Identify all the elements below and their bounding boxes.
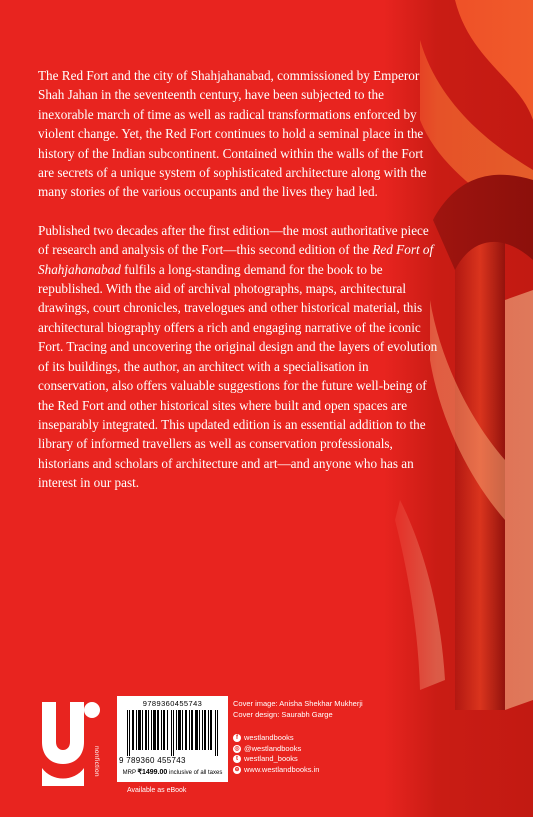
web-icon: ⊕	[234, 766, 240, 773]
instagram-icon: ◎	[234, 745, 240, 752]
blurb-paragraph-1: The Red Fort and the city of Shahjahanabad, commissioned by Emperor Shah Jahan in the seventeenth century, have been subjected to the inexorable march of time as well as radical transformations enforced by violent change. Yet, the Red Fort continues to hold a seminal place in the history of the Indian subcontinent. Contained within the walls of the Fort are secrets of a unique system of sophisticated architecture along with the many stories of the various occupants and the lives they had led.	[38, 68, 427, 200]
twitter-handle: westland_books	[244, 754, 298, 763]
ebook-availability: Available as eBook	[127, 787, 187, 794]
mrp-suffix: inclusive of all taxes	[167, 770, 223, 776]
cover-design-credit: Cover design: Saurabh Garge	[233, 709, 333, 719]
social-twitter	[233, 754, 319, 765]
blurb-text	[38, 66, 438, 493]
cover-credits	[233, 699, 363, 720]
isbn-number: 9789360455743	[142, 699, 203, 708]
westland-logo	[38, 698, 100, 790]
barcode-image	[127, 710, 219, 756]
twitter-icon: t	[233, 755, 241, 763]
social-website	[233, 765, 319, 776]
facebook-icon: f	[233, 734, 241, 742]
book-title-italic: Red Fort of Shahjahanabad	[38, 242, 434, 277]
social-instagram	[233, 744, 319, 755]
cover-image-credit: Cover image: Anisha Shekhar Mukherji	[233, 699, 363, 708]
social-facebook	[233, 733, 319, 744]
barcode-digits: 9 789360 455743	[119, 756, 186, 765]
website-url: www.westlandbooks.in	[244, 764, 320, 774]
facebook-handle: westlandbooks	[244, 733, 294, 742]
category-label: nonfiction	[93, 746, 100, 777]
mrp-price: ₹1499.00	[137, 769, 168, 776]
mrp-prefix: MRP	[122, 770, 138, 776]
barcode-panel	[117, 696, 228, 782]
blurb-paragraph-2-end: fulfils a long-standing demand for the book to be republished. With the aid of archival photographs, maps, architectural drawings, court chronicles, travelogues and other historical material, this architectural biography offers a rich and engaging narrative of the iconic Fort. Tracing and uncovering the original design and the layers of evolution of its buildings, the author, an architect with a specialisation in conservation, also offers valuable suggestions for the future well-being of the Red Fort and other historical sites where built and open spaces are inseparably integrated. This updated edition is an essential addition to the library of informed travellers as well as conservation professionals, historians and scholars of architecture and art—and anyone who has an interest in our past.	[38, 261, 438, 491]
instagram-handle: @westlandbooks	[244, 743, 302, 753]
price-label	[117, 768, 228, 776]
blurb-paragraph-2-start: Published two decades after the first edition—the most authoritative piece of research and analysis of the Fort—this second edition of the	[38, 222, 429, 258]
publisher-links	[233, 733, 319, 775]
blurb-paragraph-2	[38, 221, 438, 493]
